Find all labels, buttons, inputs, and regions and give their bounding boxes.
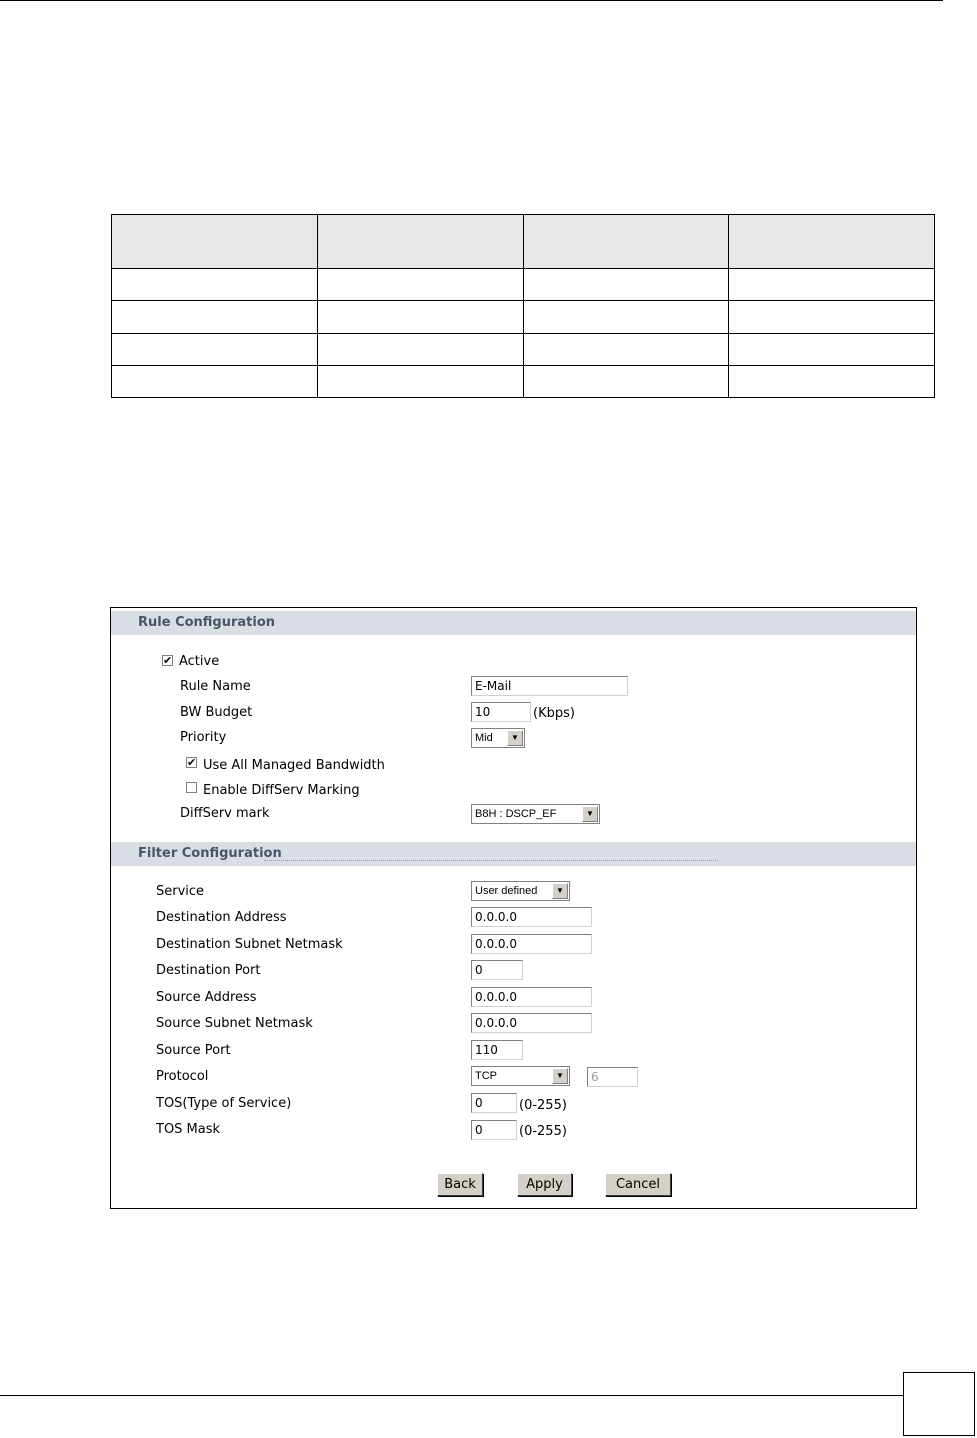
page-top-rule bbox=[0, 0, 943, 1]
tos-mask-range: (0-255) bbox=[519, 1124, 567, 1139]
rule-name-label: Rule Name bbox=[180, 679, 251, 694]
diffserv-mark-select[interactable] bbox=[471, 804, 600, 824]
protocol-select[interactable] bbox=[471, 1066, 570, 1086]
dropdown-arrow-icon: ▼ bbox=[552, 883, 568, 899]
table-row bbox=[112, 269, 935, 301]
page-footer-rule bbox=[0, 1395, 903, 1396]
destination-netmask-input[interactable]: 0.0.0.0 bbox=[471, 934, 592, 954]
table-cell bbox=[729, 301, 935, 333]
rule-name-input[interactable]: E-Mail bbox=[471, 676, 628, 696]
use-all-bandwidth-checkbox[interactable]: ✔ bbox=[187, 756, 197, 769]
table-cell bbox=[523, 333, 729, 365]
service-select-value: User defined bbox=[475, 885, 538, 897]
table-cell bbox=[729, 333, 935, 365]
source-address-label: Source Address bbox=[156, 990, 257, 1005]
protocol-label: Protocol bbox=[156, 1069, 209, 1084]
table-header-cell bbox=[729, 215, 935, 269]
table-row bbox=[112, 333, 935, 365]
bw-budget-input[interactable]: 10 bbox=[471, 702, 531, 722]
active-checkbox[interactable]: ✔ bbox=[163, 654, 173, 667]
table-cell bbox=[112, 365, 318, 397]
source-netmask-label: Source Subnet Netmask bbox=[156, 1016, 313, 1031]
tos-label: TOS(Type of Service) bbox=[156, 1096, 292, 1111]
service-select[interactable] bbox=[471, 881, 570, 901]
tos-mask-label: TOS Mask bbox=[156, 1122, 221, 1137]
service-label: Service bbox=[156, 884, 205, 899]
diffserv-mark-label: DiffServ mark bbox=[180, 806, 270, 821]
table-cell bbox=[112, 269, 318, 301]
dropdown-arrow-icon: ▼ bbox=[507, 730, 523, 746]
protocol-select-value: TCP bbox=[475, 1070, 497, 1082]
table-cell bbox=[729, 365, 935, 397]
source-address-input[interactable]: 0.0.0.0 bbox=[471, 987, 592, 1007]
destination-port-label: Destination Port bbox=[156, 963, 261, 978]
table-cell bbox=[112, 333, 318, 365]
filter-config-header: Filter Configuration bbox=[111, 842, 916, 866]
tos-mask-input[interactable]: 0 bbox=[471, 1120, 517, 1140]
source-port-label: Source Port bbox=[156, 1043, 231, 1058]
table-header-cell bbox=[112, 215, 318, 269]
table-cell bbox=[317, 269, 523, 301]
bw-budget-label: BW Budget bbox=[180, 705, 253, 720]
table-header-cell bbox=[317, 215, 523, 269]
source-netmask-input[interactable]: 0.0.0.0 bbox=[471, 1013, 592, 1033]
enable-diffserv-label: Enable DiffServ Marking bbox=[203, 783, 360, 798]
dropdown-arrow-icon: ▼ bbox=[552, 1068, 568, 1084]
table-header-row bbox=[112, 215, 935, 269]
table-cell bbox=[523, 269, 729, 301]
dropdown-arrow-icon: ▼ bbox=[582, 806, 598, 822]
destination-address-label: Destination Address bbox=[156, 910, 287, 925]
enable-diffserv-checkbox[interactable] bbox=[186, 782, 197, 793]
table-header-cell bbox=[523, 215, 729, 269]
bw-budget-unit: (Kbps) bbox=[533, 706, 575, 721]
use-all-bandwidth-label: Use All Managed Bandwidth bbox=[203, 758, 385, 773]
destination-netmask-label: Destination Subnet Netmask bbox=[156, 937, 343, 952]
table-row bbox=[112, 301, 935, 333]
rule-config-header: Rule Configuration bbox=[111, 611, 916, 635]
table-cell bbox=[112, 301, 318, 333]
page-number-box bbox=[903, 1372, 975, 1436]
protocol-number-input[interactable]: 6 bbox=[587, 1067, 638, 1087]
destination-address-input[interactable]: 0.0.0.0 bbox=[471, 907, 592, 927]
priority-select[interactable] bbox=[471, 728, 525, 748]
apply-button[interactable]: Apply bbox=[517, 1173, 572, 1196]
tos-input[interactable]: 0 bbox=[471, 1093, 517, 1113]
destination-port-input[interactable]: 0 bbox=[471, 960, 523, 980]
active-label: Active bbox=[179, 654, 220, 669]
diffserv-mark-value: B8H : DSCP_EF bbox=[475, 808, 557, 820]
priority-select-value: Mid bbox=[475, 732, 493, 744]
summary-table bbox=[111, 214, 935, 398]
table-cell bbox=[317, 333, 523, 365]
cancel-button[interactable]: Cancel bbox=[605, 1173, 671, 1196]
table-row bbox=[112, 365, 935, 397]
tos-range: (0-255) bbox=[519, 1098, 567, 1113]
back-button[interactable]: Back bbox=[437, 1173, 483, 1196]
button-separator bbox=[264, 860, 718, 861]
priority-label: Priority bbox=[180, 730, 227, 745]
table-cell bbox=[523, 365, 729, 397]
table-cell bbox=[317, 301, 523, 333]
table-cell bbox=[523, 301, 729, 333]
table-cell bbox=[317, 365, 523, 397]
qos-rule-screenshot bbox=[110, 607, 917, 1209]
source-port-input[interactable]: 110 bbox=[471, 1040, 523, 1060]
table-cell bbox=[729, 269, 935, 301]
